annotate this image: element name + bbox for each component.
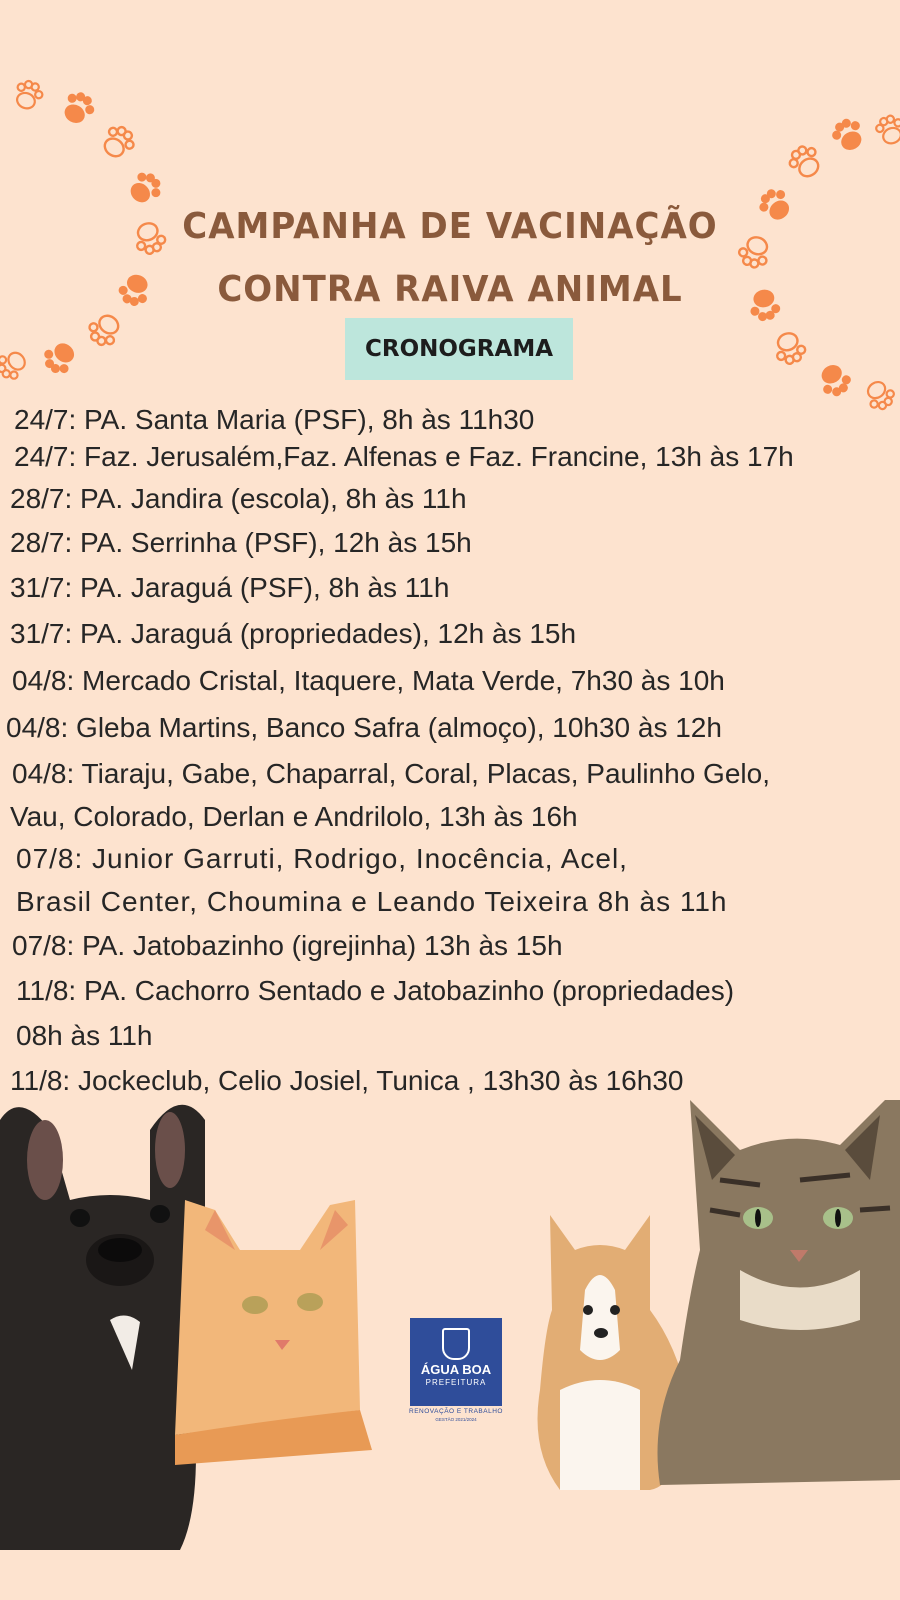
- schedule-item: 08h às 11h: [16, 1020, 153, 1051]
- schedule-item: 11/8: Jockeclub, Celio Josiel, Tunica , 13h30 às 16h30: [10, 1065, 684, 1096]
- logo-tagline-2: GESTÃO 2021/2024: [435, 1417, 477, 1422]
- schedule-item: 31/7: PA. Jaraguá (PSF), 8h às 11h: [10, 572, 450, 603]
- schedule-item: 04/8: Gleba Martins, Banco Safra (almoço), 10h30 às 12h: [6, 712, 722, 743]
- tabby-cat-image: [658, 1100, 900, 1485]
- cronograma-badge: CRONOGRAMA: [345, 318, 573, 380]
- schedule-list: [6, 404, 895, 1104]
- paw-icon: [39, 337, 80, 378]
- paw-icon: [874, 113, 900, 147]
- schedule-item: 04/8: Mercado Cristal, Itaquere, Mata Verde, 7h30 às 10h: [12, 665, 725, 696]
- title-line-2: CONTRA RAIVA ANIMAL: [217, 268, 683, 311]
- paw-icon: [12, 78, 46, 112]
- agua-boa-logo: [410, 1318, 502, 1406]
- logo-tagline: RENOVAÇÃO E TRABALHO: [409, 1408, 503, 1415]
- french-bulldog-image: [0, 1105, 210, 1550]
- schedule-item: 07/8: Junior Garruti, Rodrigo, Inocência, Acel,: [16, 843, 628, 874]
- coat-of-arms-icon: [442, 1328, 470, 1360]
- paw-icon: [785, 141, 826, 182]
- title-line-1: CAMPANHA DE VACINAÇÃO: [182, 205, 718, 248]
- logo-subtitle: PREFEITURA: [425, 1378, 487, 1387]
- schedule-item: 07/8: PA. Jatobazinho (igrejinha) 13h às 15h: [12, 930, 563, 961]
- schedule-item: 04/8: Tiaraju, Gabe, Chaparral, Coral, Placas, Paulinho Gelo,: [12, 758, 770, 789]
- schedule-item: 31/7: PA. Jaraguá (propriedades), 12h às 15h: [10, 618, 577, 649]
- schedule-item: Vau, Colorado, Derlan e Andrilolo, 13h às 16h: [10, 801, 578, 832]
- schedule-item: 24/7: Faz. Jerusalém,Faz. Alfenas e Faz. Francine, 13h às 17h: [14, 441, 794, 472]
- logo-name: ÁGUA BOA: [420, 1362, 492, 1377]
- paw-icon: [98, 122, 139, 163]
- schedule-item: 28/7: PA. Serrinha (PSF), 12h às 15h: [10, 527, 472, 558]
- paw-icon: [59, 88, 99, 128]
- paw-icon: [0, 346, 30, 383]
- schedule-item: 24/7: PA. Santa Maria (PSF), 8h às 11h30: [14, 404, 535, 435]
- orange-cat-image: [175, 1200, 372, 1465]
- paw-icon: [829, 115, 869, 155]
- paw-icon: [771, 329, 808, 367]
- campaign-title: [0, 195, 900, 321]
- paw-icon: [815, 360, 855, 400]
- schedule-item: 11/8: PA. Cachorro Sentado e Jatobazinho (propriedades): [16, 975, 735, 1006]
- schedule-item: 28/7: PA. Jandira (escola), 8h às 11h: [10, 483, 467, 514]
- schedule-item: Brasil Center, Choumina e Leando Teixeira 8h às 11h: [16, 886, 728, 917]
